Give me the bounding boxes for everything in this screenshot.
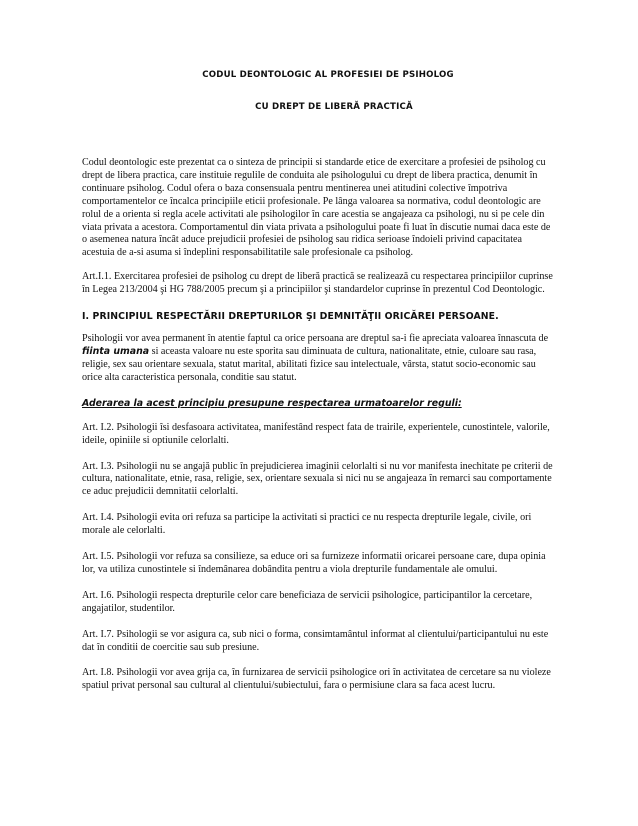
article-1-2: Art. I.2. Psihologii îsi desfasoara activitatea, manifestând respect fata de trairile, experientele, cunostintele, valorile, ideile, opiniile si optiunile celorlalti. bbox=[82, 421, 550, 446]
principle-emphasis: fiinta umana bbox=[82, 345, 150, 357]
article-1-5: Art. I.5. Psihologii vor refuza sa consilieze, sa educe ori sa furnizeze informatii oricarei persoane care, dupa opinia lor, va utiliza cunostintele si îndemânarea dobândita pentru a viola drepturile fundamentale ale omului. bbox=[82, 551, 546, 575]
article-1-6: Art. I.6. Psihologii respecta drepturile celor care beneficiaza de servicii psihologice, participantilor la cercetare, angajatilor, studentilor. bbox=[82, 589, 533, 614]
article-1-7: Art. I.7. Psihologii se vor asigura ca, sub nici o forma, consimtamântul informat al clientului/participantului nu este dat în conditii de coercitie sau sub presiune. bbox=[82, 628, 549, 653]
document-title: CODUL DEONTOLOGIC AL PROFESIEI DE PSIHOLOG bbox=[202, 70, 454, 80]
rules-subheading: Aderarea la acest principiu presupune respectarea urmatoarelor reguli: bbox=[82, 397, 462, 409]
principle-paragraph bbox=[82, 333, 556, 385]
principle-text-before: Psihologii vor avea permanent în atentie faptul ca orice persoana are dreptul sa-i fie apreciata valoarea înnascuta de bbox=[82, 333, 549, 345]
article-1-1: Art.I.1. Exercitarea profesiei de psiholog cu drept de liberă practică se realizează cu respectarea principiilor cuprinse în Legea 213/2004 şi HG 788/2005 precum şi a principiilor şi standardelor cuprinse în prezentul Cod Deontologic. bbox=[82, 271, 553, 296]
intro-paragraph: Codul deontologic este prezentat ca o sinteza de principii si standarde etice de exercitare a profesiei de psiholog cu drept de libera practica, care instituie regulile de conduita ale psihologului cu drept de libera practica, denumit în continuare psiholog. Codul ofera o baza consensuala pentru mentinerea unei atitudini colective împotriva comportamentelor ce încalca principiile eticii profesionale. Pe lânga valoarea sa normativa, codul deontologic are rolul de a orienta si regla acele activitati ale psihologilor în care acestia se angajeaza ca psihologi, nu si pe cele din viata privata a acestora. Comportamentul din viata privata a psihologului poate fi luat în discutie numai daca este de o asemenea natura încât aduce prejudicii profesiei de psiholog sau ridica serioase îndoieli privind capacitatea acestuia de a-si asuma si îndeplini responsabilitatile sale profesionale ca psiholog. bbox=[82, 157, 551, 259]
article-1-8: Art. I.8. Psihologii vor avea grija ca, în furnizarea de servicii psihologice ori în activitatea de cercetare sa nu violeze spatiul privat personal sau cultural al clientului/subiectului, fara o permisiune clara sa faca acest lucru. bbox=[82, 667, 551, 692]
document-subtitle: CU DREPT DE LIBERĂ PRACTICĂ bbox=[255, 102, 413, 112]
article-1-3: Art. I.3. Psihologii nu se angajă public în prejudicierea imaginii celorlalti si nu vor manifesta inechitate pe criterii de cultura, nationalitate, etnie, rasa, religie, sex, orientare sexuala si nici nu se angajeaza în remarci sau comportamente ce aduc prejudicii demnitatii celorlalti. bbox=[82, 460, 553, 498]
principle-text-after: si aceasta valoare nu este sporita sau diminuata de cultura, nationalitate, etnie, culoare sau rasa, religie, sex sau orientare sexuala, statut marital, abilitati fizice sau intelectuale, vârsta, statut socio-economic sau orice alta caracteristica personala, conditie sau statut. bbox=[82, 345, 537, 383]
section-heading: I. PRINCIPIUL RESPECTĂRII DREPTURILOR ŞI DEMNITĂŢII ORICĂREI PERSOANE. bbox=[82, 311, 499, 323]
article-1-4: Art. I.4. Psihologii evita ori refuza sa participe la activitati si practici ce nu respecta drepturile legale, civile, ori morale ale celorlalti. bbox=[82, 512, 532, 537]
